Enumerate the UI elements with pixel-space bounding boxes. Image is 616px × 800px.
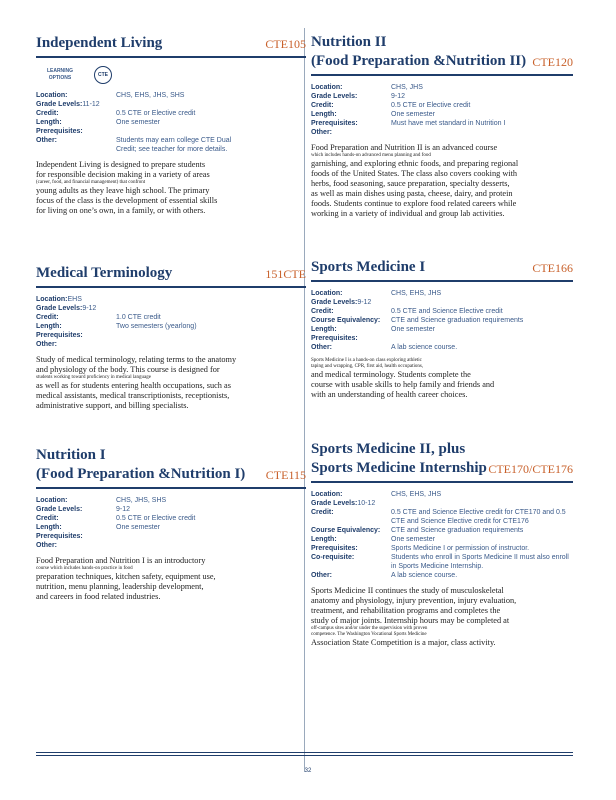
info-row xyxy=(36,91,306,100)
field-value: Must have met standard in Nutrition I xyxy=(391,120,506,127)
field-value: CTE and Science graduation requirements xyxy=(391,527,524,534)
info-row xyxy=(311,110,573,119)
info-row xyxy=(311,535,573,544)
info-row xyxy=(311,571,573,580)
info-row xyxy=(311,325,573,334)
description-line: Independent Living is designed to prepare students xyxy=(36,160,206,169)
field-value: Sports Medicine I or permission of instructor. xyxy=(391,545,530,552)
course-description xyxy=(311,358,573,400)
description-line: course which includes hands-on practice in food xyxy=(36,566,133,571)
field-value: CHS, EHS, JHS xyxy=(391,491,442,498)
field-value: One semester xyxy=(391,536,435,543)
description-line: Food Preparation and Nutrition II is an advanced course xyxy=(311,143,498,152)
info-row xyxy=(311,544,573,553)
course-header xyxy=(36,34,306,58)
field-label: Prerequisites: xyxy=(36,128,83,135)
field-label: Length: xyxy=(36,119,62,126)
info-row xyxy=(36,514,306,523)
field-label: Other: xyxy=(36,341,57,348)
field-value xyxy=(116,127,306,136)
field-label: Prerequisites: xyxy=(311,120,358,127)
description-line: and medical terminology. Students complete the xyxy=(311,370,471,379)
info-row xyxy=(36,340,306,349)
course-code: CTE170/CTE176 xyxy=(488,462,573,476)
course-header xyxy=(311,33,573,76)
description-line: Association State Competition is a major, class activity. xyxy=(311,638,496,647)
info-row xyxy=(36,118,306,127)
field-label: Length: xyxy=(311,326,337,333)
course-medical-terminology xyxy=(36,264,306,411)
info-row xyxy=(311,289,573,298)
field-value: 10-12 xyxy=(357,500,376,507)
description-line: students working toward proficiency in medical language xyxy=(36,375,151,380)
field-label: Course Equivalency: xyxy=(311,527,381,534)
info-row xyxy=(311,490,573,499)
course-title: (Food Preparation &Nutrition I) xyxy=(36,466,246,482)
info-row xyxy=(311,119,573,128)
description-line: as well as main dishes using pasta, cheese, dairy, and protein xyxy=(311,189,513,198)
description-line: and physiology of the body. This course is designed for xyxy=(36,365,220,374)
field-value xyxy=(116,532,306,541)
field-label: Co-requisite: xyxy=(311,554,355,561)
course-header xyxy=(36,264,306,288)
course-code: CTE166 xyxy=(532,261,573,275)
description-line: young adults as they leave high school. The primary xyxy=(36,186,210,195)
info-row xyxy=(36,109,306,118)
field-value: 9-12 xyxy=(82,305,97,312)
field-label: Location: xyxy=(36,92,68,99)
course-title: Sports Medicine II, plus xyxy=(311,441,466,457)
info-row xyxy=(311,343,573,352)
field-label: Other: xyxy=(36,137,57,144)
info-row xyxy=(311,128,573,137)
page-number: 32 xyxy=(304,768,312,774)
field-value: CTE and Science graduation requirements xyxy=(391,317,524,324)
field-value: Two semesters (yearlong) xyxy=(116,323,197,330)
field-label: Location: xyxy=(36,497,68,504)
field-label: Credit: xyxy=(311,509,334,516)
description-line: course with usable skills to help family and friends and xyxy=(311,380,495,389)
course-header xyxy=(36,446,306,489)
course-description xyxy=(311,586,573,648)
field-value: CHS, EHS, JHS, SHS xyxy=(116,92,185,99)
course-description xyxy=(36,160,306,216)
field-value: 9-12 xyxy=(116,506,131,513)
field-value: 11-12 xyxy=(82,101,100,108)
field-label: Prerequisites: xyxy=(36,533,83,540)
info-row xyxy=(311,316,573,325)
field-value: One semester xyxy=(116,119,160,126)
description-line: competence. The Washington Vocational Sports Medicine xyxy=(311,632,427,637)
field-value: 9-12 xyxy=(357,299,372,306)
info-row xyxy=(311,92,573,101)
course-code: CTE105 xyxy=(265,37,306,51)
info-row xyxy=(36,127,306,136)
field-label: Prerequisites: xyxy=(36,332,83,339)
course-code: 151CTE xyxy=(265,267,306,281)
description-line: herbs, food seasoning, sauce preparation, specialty desserts, xyxy=(311,179,510,188)
info-row xyxy=(36,313,306,322)
info-row xyxy=(311,508,573,526)
info-row xyxy=(311,298,573,307)
field-value: 0.5 CTE or Elective credit xyxy=(391,102,471,109)
field-value: Students may earn college CTE Dual Credit; see teacher for more details. xyxy=(116,137,232,153)
info-row xyxy=(36,322,306,331)
course-nutrition-1 xyxy=(36,446,306,602)
description-line: Study of medical terminology, relating terms to the anatomy xyxy=(36,355,237,364)
field-label: Credit: xyxy=(311,308,334,315)
field-label: Credit: xyxy=(36,515,59,522)
description-line: as well as for students entering health occupations, such as xyxy=(36,381,231,390)
field-label: Location: xyxy=(311,290,343,297)
footer-rule-thin xyxy=(36,755,573,756)
description-line: Food Preparation and Nutrition I is an introductory xyxy=(36,556,206,565)
description-line: nutrition, menu planning, leadership development, xyxy=(36,582,204,591)
course-title: Independent Living xyxy=(36,35,163,51)
description-line: off-campus sites and/or under the supervision with proven xyxy=(311,626,428,631)
field-label: Location: xyxy=(36,296,68,303)
field-label: Grade Levels: xyxy=(311,93,358,100)
field-value: One semester xyxy=(116,524,160,531)
field-label: Grade Levels: xyxy=(36,305,83,312)
course-sports-medicine-1 xyxy=(311,258,573,400)
info-row xyxy=(311,499,573,508)
course-title: Sports Medicine Internship xyxy=(311,460,487,476)
info-row xyxy=(36,331,306,340)
field-label: Other: xyxy=(311,572,332,579)
course-info xyxy=(311,83,573,137)
description-line: medical assistants, medical transcriptionists, receptionists, xyxy=(36,391,230,400)
field-label: Grade Levels: xyxy=(311,500,358,507)
field-value xyxy=(391,334,573,343)
field-value: Students who enroll in Sports Medicine II must also enroll in Sports Medicine Internship. xyxy=(391,554,569,570)
field-value: A lab science course. xyxy=(391,572,458,579)
field-value: CHS, JHS xyxy=(391,84,423,91)
field-value: 9-12 xyxy=(391,93,406,100)
field-label: Grade Levels: xyxy=(311,299,358,306)
info-row xyxy=(36,136,306,154)
course-info xyxy=(311,490,573,580)
info-row xyxy=(36,304,306,313)
course-header xyxy=(311,258,573,282)
description-line: treatment, and rehabilitation programs and completes the xyxy=(311,606,501,615)
description-line: for living on one’s own, in a family, or with others. xyxy=(36,206,206,215)
description-line: administrative support, and billing specialists. xyxy=(36,401,189,410)
course-info xyxy=(36,91,306,154)
course-nutrition-2 xyxy=(311,33,573,219)
info-row xyxy=(311,83,573,92)
field-label: Credit: xyxy=(311,102,334,109)
field-value: A lab science course. xyxy=(391,344,458,351)
description-line: (career, food, and financial management) that confront xyxy=(36,180,146,185)
course-info xyxy=(311,289,573,352)
description-line: foods. Students continue to explore food related careers while xyxy=(311,199,517,208)
field-value: One semester xyxy=(391,111,435,118)
field-label: Course Equivalency: xyxy=(311,317,381,324)
course-description xyxy=(36,556,306,602)
info-row xyxy=(36,505,306,514)
field-value: 0.5 CTE and Science Elective credit for CTE170 and 0.5 CTE and Science Elective credit for CTE176 xyxy=(391,509,566,525)
info-row xyxy=(311,307,573,316)
field-label: Length: xyxy=(36,323,62,330)
description-line: for responsible decision making in a variety of areas xyxy=(36,170,210,179)
course-title: (Food Preparation &Nutrition II) xyxy=(311,53,527,69)
description-line: taping and wrapping, CPR, first aid, health occupations, xyxy=(311,364,424,369)
info-row xyxy=(311,101,573,110)
course-header xyxy=(311,440,573,483)
info-row xyxy=(36,532,306,541)
info-row xyxy=(311,334,573,343)
field-label: Other: xyxy=(311,344,332,351)
field-label: Other: xyxy=(36,542,57,549)
field-value: CHS, JHS, SHS xyxy=(116,497,167,504)
field-value: 1.0 CTE credit xyxy=(116,314,161,321)
info-row xyxy=(36,496,306,505)
info-row xyxy=(311,553,573,571)
footer-rule xyxy=(36,752,573,753)
field-value xyxy=(391,128,573,137)
course-sports-medicine-2 xyxy=(311,440,573,648)
field-label: Credit: xyxy=(36,314,59,321)
description-line: garnishing, and exploring ethnic foods, and preparing regional xyxy=(311,159,519,168)
field-value xyxy=(116,331,306,340)
course-independent-living xyxy=(36,34,306,216)
learning-options-label: LEARNING OPTIONS xyxy=(46,68,74,81)
course-title: Medical Terminology xyxy=(36,265,173,281)
field-value: One semester xyxy=(391,326,435,333)
course-title: Sports Medicine I xyxy=(311,259,426,275)
field-value: 0.5 CTE or Elective credit xyxy=(116,515,196,522)
course-code: CTE115 xyxy=(265,468,306,482)
field-label: Location: xyxy=(311,84,343,91)
info-row xyxy=(36,295,306,304)
field-label: Prerequisites: xyxy=(311,335,358,342)
description-line: anatomy and physiology, injury prevention, injury evaluation, xyxy=(311,596,517,605)
field-value: CHS, EHS, JHS xyxy=(391,290,442,297)
field-label: Prerequisites: xyxy=(311,545,358,552)
info-row xyxy=(36,541,306,550)
field-value xyxy=(116,541,306,550)
field-label: Credit: xyxy=(36,110,59,117)
info-row xyxy=(36,523,306,532)
course-code: CTE120 xyxy=(532,55,573,69)
course-info xyxy=(36,295,306,349)
field-label: Grade Levels: xyxy=(36,101,83,108)
field-value: 0.5 CTE and Science Elective credit xyxy=(391,308,503,315)
field-value xyxy=(116,340,306,349)
cte-badge-icon: CTE xyxy=(94,66,112,84)
course-info xyxy=(36,496,306,550)
description-line: working in a variety of individual and group lab activities. xyxy=(311,209,505,218)
field-label: Location: xyxy=(311,491,343,498)
field-label: Other: xyxy=(311,129,332,136)
field-value: 0.5 CTE or Elective credit xyxy=(116,110,196,117)
info-row xyxy=(311,526,573,535)
field-label: Length: xyxy=(36,524,62,531)
info-row xyxy=(36,100,306,109)
field-label: Grade Levels: xyxy=(36,506,83,513)
description-line: which includes hands-on advanced menu planning and food xyxy=(311,153,431,158)
field-label: Length: xyxy=(311,536,337,543)
description-line: study of major joints. Internship hours may be completed at xyxy=(311,616,510,625)
course-title: Nutrition II xyxy=(311,34,387,50)
description-line: focus of the class is the development of essential skills xyxy=(36,196,218,205)
description-line: Sports Medicine I is a hands-on class exploring athletic xyxy=(311,358,422,363)
course-description xyxy=(311,143,573,219)
description-line: preparation techniques, kitchen safety, equipment use, xyxy=(36,572,216,581)
description-line: with an understanding of health career choices. xyxy=(311,390,468,399)
learning-options-logo xyxy=(36,66,306,84)
description-line: and careers in food related industries. xyxy=(36,592,161,601)
description-line: foods of the United States. The class also covers cooking with xyxy=(311,169,518,178)
field-value: EHS xyxy=(67,296,82,303)
course-description xyxy=(36,355,306,411)
description-line: Sports Medicine II continues the study of musculoskeletal xyxy=(311,586,504,595)
field-label: Length: xyxy=(311,111,337,118)
course-title: Nutrition I xyxy=(36,447,106,463)
